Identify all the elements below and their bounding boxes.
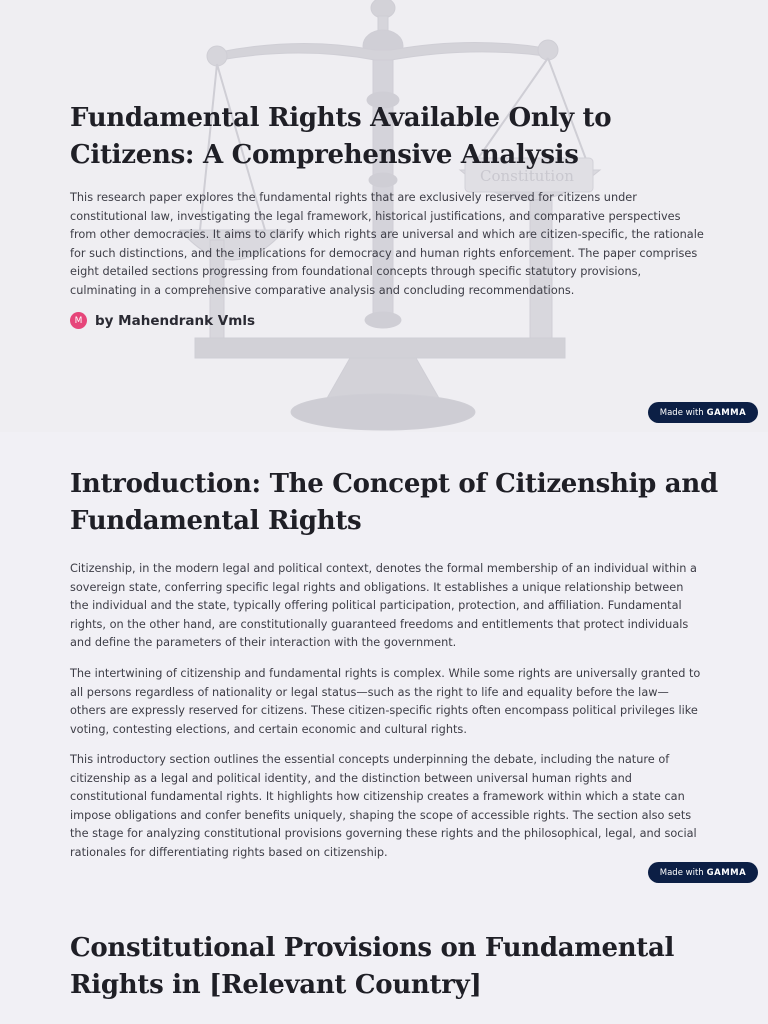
gamma-logo-text: GAMMA (706, 867, 747, 878)
made-with-gamma-badge[interactable] (648, 402, 758, 423)
gamma-logo-text: GAMMA (706, 407, 747, 418)
cover-title: Fundamental Rights Available Only to Citizens: A Comprehensive Analysis (70, 103, 612, 170)
introduction-paragraph: This introductory section outlines the essential concepts underpinning the debate, including the nature of citizenship as a legal and political identity, and the distinction between universal human rights and constitutional fundamental rights. It highlights how citizenship creates a framework within which a state can impose obligations and confer benefits uniquely, shaping the scope of accessible rights. The section also sets the stage for analyzing constitutional provisions governing these rights and the philosophical, legal, and social rationales for differentiating rights based on citizenship. (70, 753, 697, 859)
introduction-paragraph: Citizenship, in the modern legal and political context, denotes the formal membership of an individual within a sovereign state, conferring specific legal rights and obligations. It establishes a unique relationship between the individual and the state, typically offering political participation, protection, and affiliation. Fundamental rights, on the other hand, are constitutionally guaranteed freedoms and entitlements that protect individuals and define the parameters of their interaction with the government. (70, 562, 697, 649)
introduction-title: Introduction: The Concept of Citizenship and Fundamental Rights (70, 469, 718, 536)
cover-abstract: This research paper explores the fundamental rights that are exclusively reserved for citizens under constitutional law, investigating the legal framework, historical justifications, and comparative perspectives from other democracies. It aims to clarify which rights are universal and which are citizen-specific, the rationale for such distinctions, and the implications for democracy and human rights enforcement. The paper comprises eight detailed sections progressing from foundational concepts through specific statutory provisions, culminating in a comprehensive comparative analysis and concluding recommendations. (70, 191, 704, 297)
author-avatar: M (70, 312, 87, 329)
author-byline (70, 312, 255, 329)
author-name: by Mahendrank Vmls (95, 312, 255, 329)
badge-prefix: Made with (659, 407, 704, 418)
introduction-slide (0, 432, 768, 890)
cover-slide (0, 0, 768, 432)
constitution-book-label: Constitution (480, 167, 574, 185)
made-with-gamma-badge[interactable] (648, 862, 758, 883)
constitutional-provisions-slide (0, 890, 768, 1024)
introduction-paragraph: The intertwining of citizenship and fundamental rights is complex. While some rights are universally granted to all persons regardless of nationality or legal status—such as the right to life and equality before the law—others are expressly reserved for citizens. These citizen-specific rights often encompass political privileges like voting, contesting elections, and certain economic and cultural rights. (70, 667, 701, 736)
provisions-title: Constitutional Provisions on Fundamental Rights in [Relevant Country] (70, 933, 675, 1000)
badge-prefix: Made with (659, 867, 704, 878)
